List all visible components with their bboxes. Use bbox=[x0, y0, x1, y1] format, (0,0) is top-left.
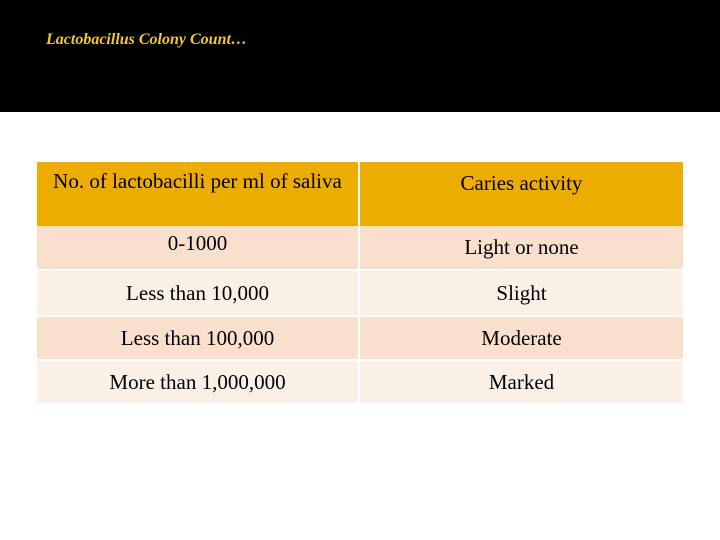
table-cell: Moderate bbox=[360, 317, 683, 359]
table-cell: 0-1000 bbox=[37, 226, 360, 269]
title-bar bbox=[0, 0, 720, 112]
table-row bbox=[37, 317, 683, 359]
table-cell: Less than 10,000 bbox=[37, 271, 360, 315]
table-row bbox=[37, 226, 683, 269]
table-cell: Slight bbox=[360, 271, 683, 315]
table-cell: Less than 100,000 bbox=[37, 317, 360, 359]
header-caries-activity: Caries activity bbox=[360, 162, 683, 226]
table-cell: Marked bbox=[360, 361, 683, 403]
table-row bbox=[37, 271, 683, 315]
table-cell: Light or none bbox=[360, 226, 683, 269]
table-cell: More than 1,000,000 bbox=[37, 361, 360, 403]
slide-title: Lactobacillus Colony Count… bbox=[46, 31, 247, 48]
table-header-row bbox=[37, 162, 683, 226]
header-lactobacilli-count: No. of lactobacilli per ml of saliva bbox=[37, 162, 360, 226]
table-row bbox=[37, 361, 683, 403]
